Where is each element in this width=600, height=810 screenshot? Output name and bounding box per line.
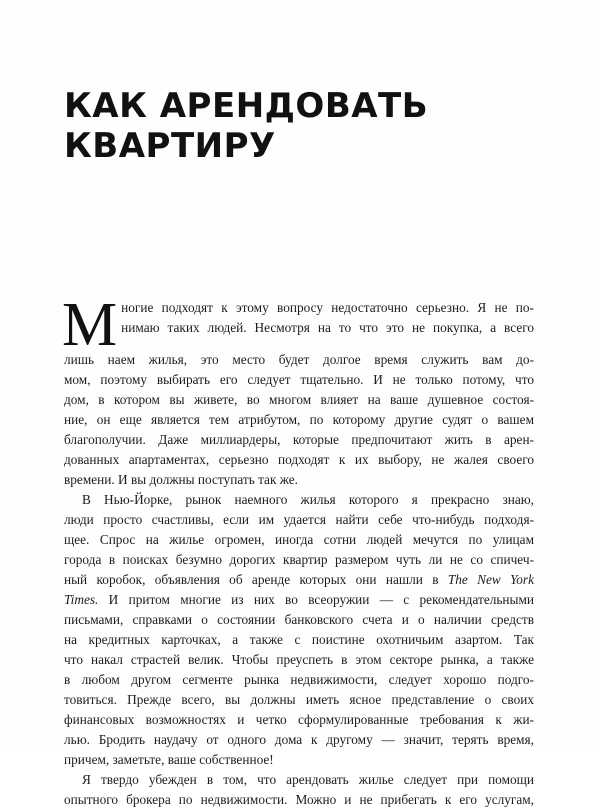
paragraph-1: [62, 291, 534, 490]
text-line: лишь наем жилья, это место будет долгое время служить вам до-: [64, 352, 534, 367]
newspaper-title-end: Times.: [64, 592, 99, 607]
text-line: В Нью-Йорке, рынок наемного жилья которого я прекрасно знаю,: [82, 492, 534, 507]
text-line-with-italic: [64, 570, 534, 590]
text-line: города в поисках безумно дорогих квартир размером чуть ли не со спичеч-: [64, 552, 534, 567]
text-line: в любом другом сегменте рынка недвижимости, следует хорошо подго-: [64, 672, 534, 687]
text-line: опытного брокера по недвижимости. Можно и не прибегать к его услугам,: [64, 792, 534, 807]
text-line: товиться. Прежде всего, вы должны иметь ясное представление о своих: [64, 692, 534, 707]
text-line: щее. Спрос на жилье огромен, иногда сотни людей мечутся по улицам: [64, 532, 534, 547]
text-line-with-italic: [64, 590, 534, 610]
chapter-title-line-1: КАК АРЕНДОВАТЬ: [64, 86, 429, 126]
chapter-title: [64, 86, 534, 166]
text-line: причем, заметьте, ваше собственное!: [64, 752, 274, 767]
text-line: Я твердо убежден в том, что арендовать жилье следует при помощи: [82, 772, 534, 787]
paragraph-2: [64, 490, 534, 770]
text-line: дованных апартаментах, серьезно подходят к их выбору, не жалея своего: [64, 452, 534, 467]
text-line: нимаю таких людей. Несмотря на то что это не покупка, а всего: [121, 320, 534, 335]
drop-cap: М: [62, 291, 118, 359]
text-fragment: И притом многие из них во всеоружии — с рекомендательными: [108, 592, 534, 607]
text-line: люди просто счастливы, если им удается найти себе что-нибудь подходя-: [64, 512, 534, 527]
paragraph-3: [64, 770, 534, 810]
newspaper-title: The New York: [447, 572, 534, 587]
text-line: на кредитных карточках, а также с поистине охотничьим азартом. Так: [64, 632, 534, 647]
text-line: дом, в котором вы живете, во многом влияет на ваше душевное состоя-: [64, 392, 534, 407]
body-text: [62, 291, 534, 810]
text-line: ние, он еще является тем атрибутом, по которому другие судят о вашем: [64, 412, 534, 427]
text-line: ногие подходят к этому вопросу недостаточно серьезно. Я не по-: [121, 300, 534, 315]
text-line: мом, поэтому выбирать его следует тщательно. И не только потому, что: [64, 372, 534, 387]
text-line: письмами, справками о состоянии банковского счета и о наличии средств: [64, 612, 534, 627]
text-line: финансовых возможностях и четко сформулированные требования к жи-: [64, 712, 534, 727]
chapter-title-line-2: КВАРТИРУ: [64, 126, 276, 166]
text-line: лью. Бродить наудачу от одного дома к другому — значит, терять время,: [64, 732, 534, 747]
text-fragment: ный коробок, объявления об аренде которых они нашли в: [64, 572, 439, 587]
text-line: что накал страстей велик. Чтобы преуспеть в этом секторе рынка, а также: [64, 652, 534, 667]
text-line: времени. И вы должны поступать так же.: [64, 472, 298, 487]
text-line: благополучии. Даже миллиардеры, которые предпочитают жить в арен-: [64, 432, 534, 447]
